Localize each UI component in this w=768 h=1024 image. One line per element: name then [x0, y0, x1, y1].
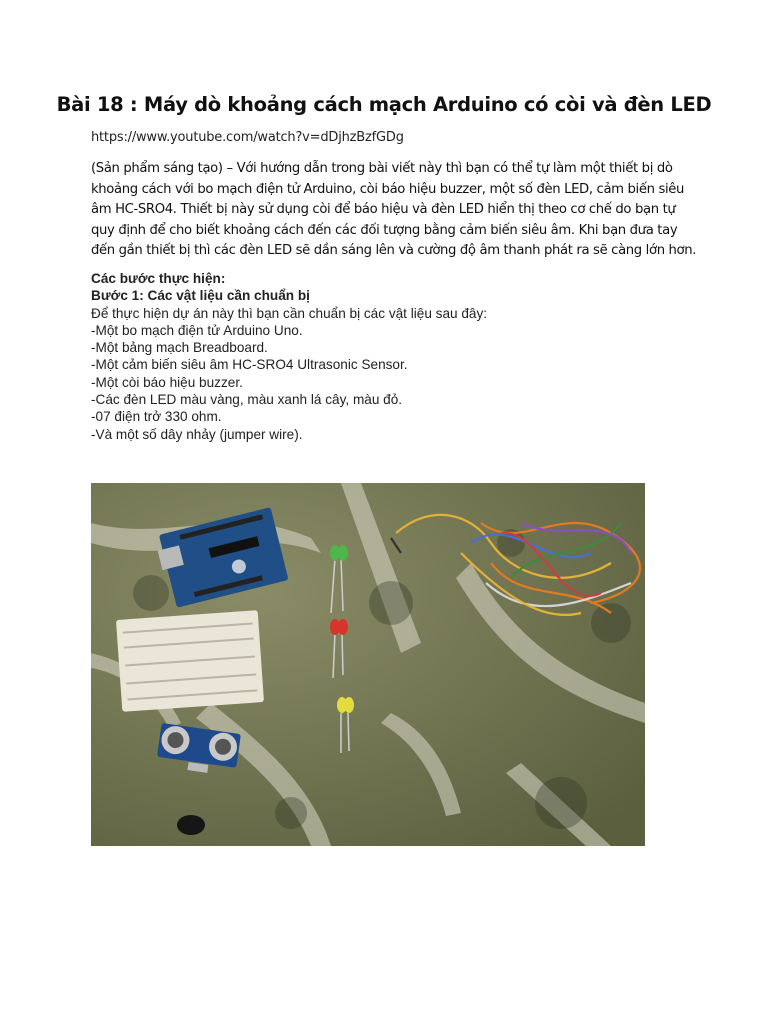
material-item: -Một bảng mạch Breadboard. [91, 340, 268, 356]
intro-line: quy định để cho biết khoảng cách đến các đối tượng bằng cảm biến siêu âm. Khi bạn đưa tay [91, 222, 678, 238]
material-item: -07 điện trở 330 ohm. [91, 409, 222, 425]
intro-line: âm HC-SRO4. Thiết bị này sử dụng còi để báo hiệu và đèn LED hiển thị theo cơ chế do bạn tự [91, 202, 676, 217]
video-link[interactable]: https://www.youtube.com/watch?v=dDjhzBzfGDg [91, 130, 404, 145]
buzzer [177, 815, 205, 835]
step1-heading: Bước 1: Các vật liệu cần chuẩn bị [91, 288, 310, 304]
intro-line: khoảng cách với bo mạch điện tử Arduino, còi báo hiệu buzzer, một số đèn LED, cảm biến siêu [91, 181, 685, 197]
components-photo [91, 483, 645, 846]
intro-line: (Sản phẩm sáng tạo) – Với hướng dẫn trong bài viết này thì bạn có thể tự làm một thiết bị dò [91, 161, 673, 176]
breadboard [116, 610, 264, 712]
document-title: Bài 18 : Máy dò khoảng cách mạch Arduino có còi và đèn LED [56, 93, 712, 116]
intro-line: đến gần thiết bị thì các đèn LED sẽ dần sáng lên và cường độ âm thanh phát ra sẽ càng lớn hơn. [91, 243, 697, 258]
step1-intro: Để thực hiện dự án này thì bạn cần chuẩn bị các vật liệu sau đây: [91, 305, 488, 321]
material-item: -Và một số dây nhảy (jumper wire). [91, 426, 303, 442]
material-item: -Một bo mạch điện tử Arduino Uno. [91, 322, 303, 338]
material-item: -Một còi báo hiệu buzzer. [91, 374, 243, 390]
steps-heading: Các bước thực hiện: [91, 271, 226, 286]
material-item: -Một cảm biến siêu âm HC-SRO4 Ultrasonic Sensor. [91, 357, 408, 373]
steps-section [91, 270, 651, 443]
material-item: -Các đèn LED màu vàng, màu xanh lá cây, màu đỏ. [91, 392, 403, 408]
intro-paragraph [91, 159, 697, 262]
